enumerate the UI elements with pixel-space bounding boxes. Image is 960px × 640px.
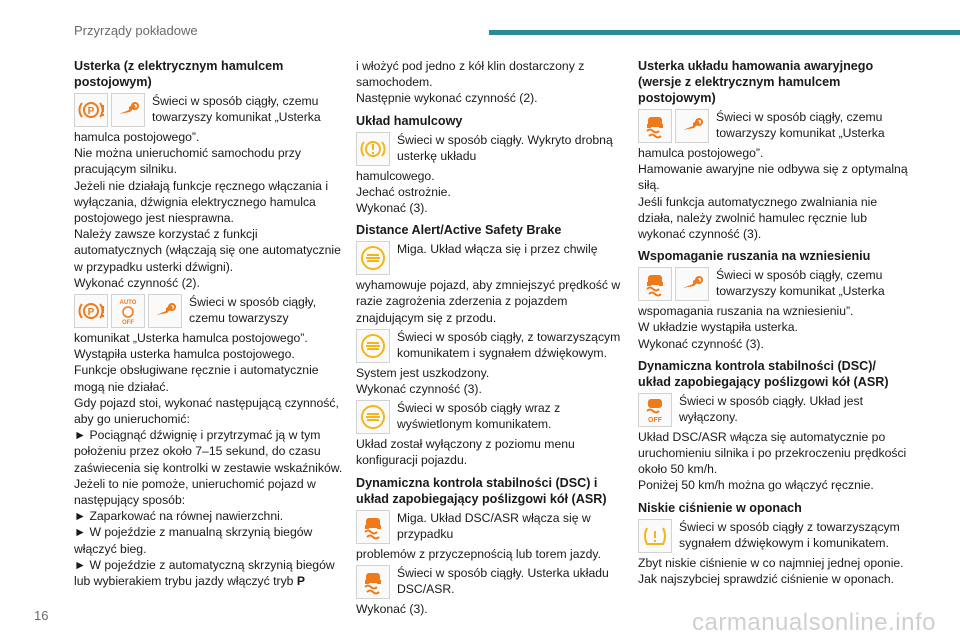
active-safety-brake-icon (356, 400, 390, 434)
active-safety-brake-icon (356, 329, 390, 363)
paragraph: wspomagania ruszania na wzniesieniu”. (638, 304, 854, 319)
paragraph: Wykonać (3). (356, 601, 428, 616)
wrench-icon (111, 93, 145, 127)
icon-block-hill-start (638, 267, 908, 303)
paragraph-text: ► W pojeździe z automatyczną skrzynią biegów lub wybierakiem trybu jazdy włączyć tryb (74, 557, 335, 589)
icon-description: Świeci w sposób ciągły z towarzyszącym sygnałem dźwiękowym i komunikatem. (679, 519, 900, 550)
wrench-icon (148, 294, 182, 328)
icon-description: Świeci w sposób ciągły. Usterka układu DSC/ASR. (397, 565, 609, 597)
section-title-brake-system: Układ hamulcowy (356, 113, 463, 128)
paragraph: komunikat „Usterka hamulca postojowego”. (74, 331, 308, 346)
icon-description: Świeci w sposób ciągły, czemu towarzyszy komunikat „Usterka (716, 268, 885, 299)
paragraph: Wykonać (3). (356, 201, 428, 216)
paragraph: Układ został wyłączony z poziomu menu konfiguracji pojazdu. (356, 437, 575, 468)
auto-off-icon (111, 294, 145, 328)
paragraph: W układzie wystąpiła usterka. (638, 320, 798, 335)
paragraph: ► W pojeździe z manualną skrzynią biegów włączyć bieg. (74, 525, 313, 556)
icon-block-dsc-2 (356, 565, 626, 601)
paragraph: ► Zaparkować na równej nawierzchni. (74, 509, 284, 524)
tyre-pressure-icon (638, 519, 672, 553)
paragraph: wyhamowuje pojazd, aby zmniejszyć prędkość w razie zagrożenia zderzenia z pojazdem znajdującym się z przodu. (356, 278, 621, 325)
wrench-icon (675, 109, 709, 143)
icon-block-parking-fault (74, 93, 344, 129)
icon-description: Świeci w sposób ciągły. Układ jest wyłączony. (679, 393, 864, 425)
paragraph: Zbyt niskie ciśnienie w co najmniej jednej oponie. (638, 555, 904, 570)
paragraph: Wykonać czynność (2). (74, 275, 200, 290)
icon-description: Miga. Układ włącza się i przez chwilę (397, 242, 598, 257)
paragraph: hamulcowego. (356, 168, 435, 183)
paragraph: hamulca postojowego”. (638, 146, 764, 160)
dsc-skid-icon (638, 109, 672, 143)
icon-description: Świeci w sposób ciągły, czemu towarzyszy komunikat „Usterka (152, 94, 321, 125)
icon-block-brake (356, 132, 626, 168)
dsc-skid-icon (356, 565, 390, 599)
section-title-low-tyre-pressure: Niskie ciśnienie w oponach (638, 500, 802, 515)
icon-description: Miga. Układ DSC/ASR włącza się w przypadku (397, 510, 591, 541)
brake-warning-icon (356, 132, 390, 166)
paragraph: hamulca postojowego”. (74, 130, 200, 144)
paragraph: Należy zawsze korzystać z funkcji automatycznych (włączają się one automatycznie w przypadku usterki dźwigni). (74, 227, 341, 274)
paragraph: Nie można unieruchomić samochodu przy pracującym silniku. (74, 146, 301, 177)
paragraph: Hamowanie awaryjne nie odbywa się z optymalną siłą. (638, 162, 908, 193)
section-title-hill-start: Wspomaganie ruszania na wzniesieniu (638, 249, 871, 264)
parking-brake-warning-icon (74, 294, 108, 328)
icon-description: Świeci w sposób ciągły wraz z wyświetlonym komunikatem. (397, 401, 561, 432)
paragraph: Wykonać czynność (3). (638, 336, 764, 351)
header-title: Przyrządy pokładowe (74, 23, 198, 38)
column-2 (356, 58, 626, 617)
icon-block-tyre (638, 519, 908, 555)
paragraph: Poniżej 50 km/h można go włączyć ręcznie. (638, 478, 874, 493)
paragraph: Jak najszybciej sprawdzić ciśnienie w oponach. (638, 571, 895, 586)
paragraph: problemów z przyczepnością lub torem jazdy. (356, 546, 601, 561)
icon-block-dsc-off (638, 393, 908, 429)
icon-block-safety-brake-1 (356, 241, 626, 277)
paragraph: Układ DSC/ASR włącza się automatycznie po uruchomieniu silnika i po przekroczeniu prędkości około 50 km/h. (638, 429, 907, 477)
icon-description: Świeci w sposób ciągły. Wykryto drobną usterkę układu (397, 132, 613, 163)
paragraph: ► Pociągnąć dźwignię i przytrzymać ją w tym położeniu przez około 7–15 sekund, do czasu zaświecenia się kontrolki w zestawie wskaźników. (74, 428, 343, 475)
icon-block-parking-auto (74, 294, 344, 330)
icon-description: Świeci w sposób ciągły, z towarzyszącym komunikatem i sygnałem dźwiękowym. (397, 329, 621, 361)
icon-block-safety-brake-3 (356, 400, 626, 436)
off-label: OFF (122, 320, 134, 326)
column-1 (74, 58, 344, 589)
section-title-dsc-asr-off: Dynamiczna kontrola stabilności (DSC)/ układ zapobiegający poślizgowi kół (ASR) (638, 358, 889, 389)
paragraph: Jeżeli to nie pomoże, unieruchomić pojazd w następujący sposób: (74, 476, 316, 508)
wrench-icon (675, 267, 709, 301)
icon-description: Świeci w sposób ciągły, czemu towarzyszy komunikat „Usterka (716, 110, 885, 141)
section-title-distance-alert: Distance Alert/Active Safety Brake (356, 223, 562, 238)
off-label: OFF (648, 416, 662, 424)
paragraph: Wystąpiła usterka hamulca postojowego. (74, 347, 295, 362)
column-3 (638, 58, 908, 587)
active-safety-brake-icon (356, 241, 390, 275)
parking-brake-warning-icon (74, 93, 108, 127)
paragraph (74, 557, 344, 589)
section-title-dsc-asr: Dynamiczna kontrola stabilności (DSC) i układ zapobiegający poślizgowi kół (ASR) (356, 475, 607, 506)
dsc-off-icon (638, 393, 672, 427)
header-accent-bar (489, 30, 960, 35)
icon-description: Świeci w sposób ciągły, czemu towarzyszy (189, 295, 317, 326)
icon-block-dsc-1 (356, 510, 626, 546)
page-number: 16 (34, 608, 49, 623)
paragraph: Następnie wykonać czynność (2). (356, 91, 538, 106)
icon-block-emergency (638, 109, 908, 145)
paragraph: Gdy pojazd stoi, wykonać następującą czynność, aby go unieruchomić: (74, 395, 339, 427)
paragraph: Wykonać czynność (3). (356, 382, 482, 397)
icon-block-safety-brake-2 (356, 329, 626, 365)
dsc-skid-icon (638, 267, 672, 301)
paragraph: Jechać ostrożnie. (356, 184, 451, 199)
dsc-skid-icon (356, 510, 390, 544)
paragraph: System jest uszkodzony. (356, 365, 490, 380)
section-title-parking-brake-fault: Usterka (z elektrycznym hamulcem postojowym) (74, 59, 284, 89)
watermark: carmanualsonline.info (692, 609, 936, 636)
paragraph: Jeśli funkcja automatycznego zwalniania nie działa, należy zwolnić hamulec ręcznie lub wykonać czynność (3). (638, 194, 878, 242)
gear-p-label: P (296, 574, 305, 589)
paragraph: Jeżeli nie działają funkcje ręcznego włączania i wyłączania, dźwignia elektrycznego hamulca postojowego jest niesprawna. (74, 178, 329, 226)
paragraph: Funkcje obsługiwane ręcznie i automatycznie mogą nie działać. (74, 363, 319, 394)
paragraph: i włożyć pod jedno z kół klin dostarczony z samochodem. (356, 59, 585, 90)
section-title-emergency-braking: Usterka układu hamowania awaryjnego (wersje z elektrycznym hamulcem postojowym) (638, 59, 874, 105)
auto-label: AUTO (119, 300, 137, 307)
